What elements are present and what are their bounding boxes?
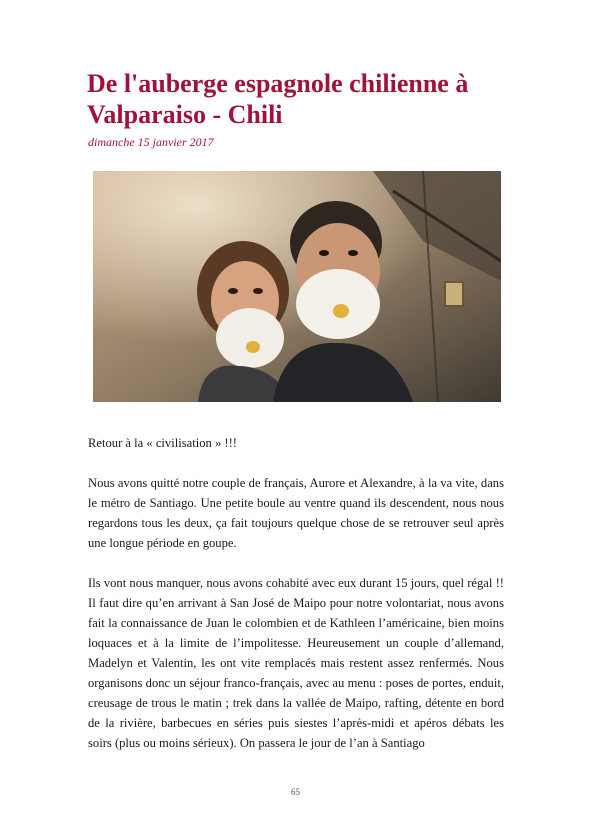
page-number: 65: [291, 787, 300, 797]
paragraph-1: Retour à la « civilisation » !!!: [88, 436, 237, 450]
article-photo: [93, 171, 501, 402]
article-date: dimanche 15 janvier 2017: [88, 135, 214, 149]
paragraph-2: Nous avons quitté notre couple de français, Aurore et Alexandre, à la va vite, dans le métro de Santiago. Une petite boule au ventre quand ils descendent, nous nous regardons tous les deux, ça fait toujours quelque chose de se retrouver seul après une longue période en goupe.: [88, 476, 504, 550]
paragraph-3: Ils vont nous manquer, nous avons cohabité avec eux durant 15 jours, quel régal !! Il faut dire qu’en arrivant à San José de Maipo pour notre volontariat, nous avons fait la connaissance de Juan le colombien et de Kathleen l’américaine, bien moins loquaces et à la limite de l’impolitesse. Heureusement un couple d’allemand, Madelyn et Valentin, les ont vite remplacés mais restent assez renfermés. Nous organisons donc un séjour franco-français, avec au menu : poses de portes, enduit, creusage de trous le matin ; trek dans la vallée de Maipo, rafting, détente en bord de la rivière, barbecues en séries puis siestes l’après-midi et apéros débats les soirs (plus ou moins sérieux). On passera le jour de l’an à Santiago: [88, 576, 504, 750]
article-title: De l'auberge espagnole chilienne à Valparaiso - Chili: [87, 69, 469, 129]
article-body: [88, 433, 504, 773]
